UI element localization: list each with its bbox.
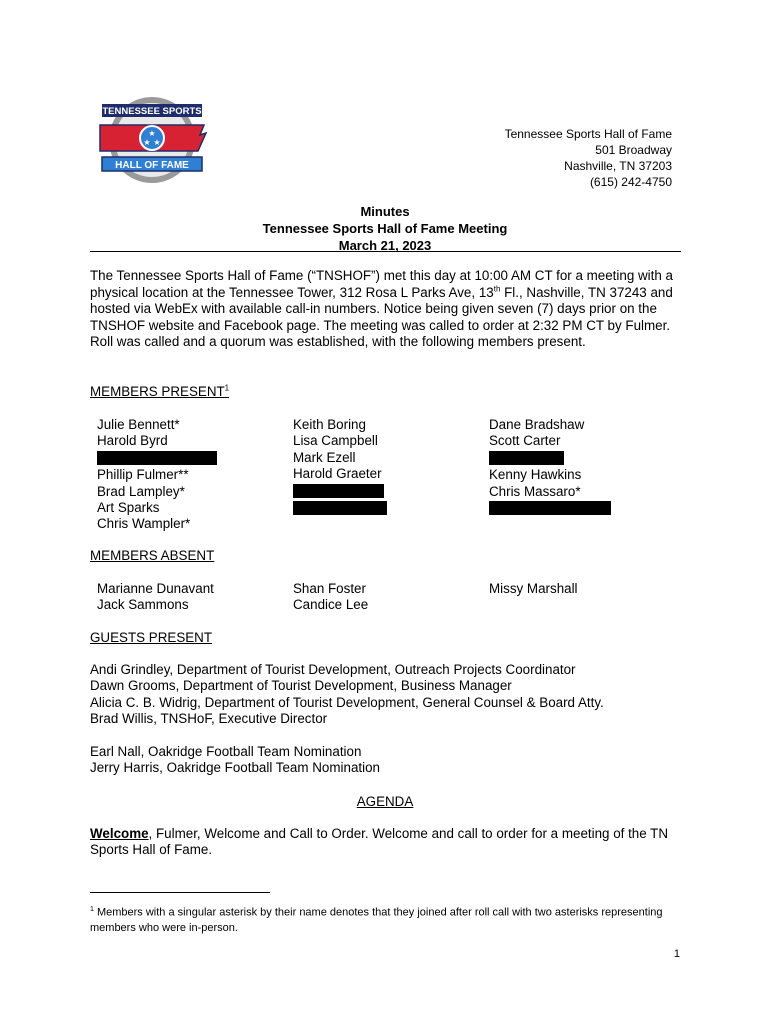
member-name: Julie Bennett*	[97, 417, 180, 432]
members-present-column-3	[489, 417, 611, 517]
redacted-name	[489, 501, 611, 517]
guest-list-nominations	[90, 744, 380, 777]
hall-of-fame-logo	[96, 95, 208, 185]
svg-text:★: ★	[153, 138, 161, 147]
member-name: Chris Wampler*	[97, 516, 191, 532]
title-divider	[90, 251, 681, 252]
footnote: $^1$ Members with a singular asterisk by their name denotes that they joined after roll call with two asterisks representing members who were in-person.	[90, 906, 663, 935]
header-address	[505, 126, 672, 190]
intro-paragraph: The Tennessee Sports Hall of Fame (“TNSHOF”) met this day at 10:00 AM CT for a meeting with a physical location at the Tennessee Tower, 312 Rosa L Parks Ave, 13th Fl., Nashville, TN 37243 and hosted via WebEx with available call-in numbers. Notice being given seven (7) days prior on the TNSHOF website and Facebook page. The meeting was called to order at 2:32 PM CT by Fulmer. Roll was called and a quorum was established, with the following members present.	[90, 268, 673, 349]
guest-entry: Earl Nall, Oakridge Football Team Nomination	[90, 744, 362, 759]
page-number: 1	[673, 948, 680, 960]
member-name: Candice Lee	[293, 597, 369, 613]
guest-entry: Alicia C. B. Widrig, Department of Tourist Development, General Counsel & Board Atty.	[90, 694, 604, 710]
member-name: Harold Graeter	[293, 466, 382, 482]
member-name: Brad Lampley*	[97, 483, 185, 499]
redacted-name	[293, 484, 387, 500]
footnote-divider	[90, 892, 270, 893]
logo-bottom-text: HALL OF FAME	[115, 160, 189, 171]
member-name: Art Sparks	[97, 499, 160, 515]
welcome-label: Welcome	[90, 826, 149, 841]
members-absent-column-2	[293, 581, 368, 614]
member-name: Kenny Hawkins	[489, 467, 582, 483]
title-line: Tennessee Sports Hall of Fame Meeting	[262, 221, 508, 236]
guest-list	[90, 662, 604, 728]
address-line: Tennessee Sports Hall of Fame	[504, 127, 672, 141]
redacted-name	[489, 451, 611, 467]
guest-entry: Jerry Harris, Oakridge Football Team Nomination	[90, 760, 380, 776]
guest-entry: Brad Willis, TNSHoF, Executive Director	[90, 711, 328, 727]
member-name: Marianne Dunavant	[97, 581, 214, 596]
redacted-name	[293, 501, 387, 517]
member-name: Shan Foster	[293, 581, 366, 596]
members-absent-column-3	[489, 581, 578, 597]
logo-top-text: TENNESSEE SPORTS	[102, 106, 202, 117]
svg-text:★: ★	[143, 138, 151, 147]
address-line: Nashville, TN 37203	[564, 159, 672, 173]
welcome-item: Welcome, Fulmer, Welcome and Call to Order. Welcome and call to order for a meeting of the TN Sports Hall of Fame.	[90, 826, 669, 858]
member-name: Mark Ezell	[293, 449, 356, 465]
members-absent-heading: MEMBERS ABSENT	[90, 548, 215, 563]
guest-entry: Dawn Grooms, Department of Tourist Development, Business Manager	[90, 678, 512, 694]
member-name: Harold Byrd	[97, 433, 168, 449]
member-name: Chris Massaro*	[489, 483, 581, 499]
address-line: (615) 242-4750	[589, 175, 672, 189]
title-line: March 21, 2023	[338, 238, 432, 253]
guests-present-heading: GUESTS PRESENT	[90, 630, 213, 645]
address-line: 501 Broadway	[595, 143, 672, 157]
members-present-column-1	[97, 417, 217, 533]
member-name: Scott Carter	[489, 433, 561, 449]
members-present-column-2	[293, 417, 387, 517]
svg-text:★: ★	[148, 129, 156, 138]
member-name: Jack Sammons	[97, 597, 189, 613]
member-name: Phillip Fulmer**	[97, 467, 189, 483]
member-name: Keith Boring	[293, 417, 366, 432]
agenda-heading: AGENDA	[356, 794, 414, 809]
members-absent-column-1	[97, 581, 214, 614]
footnote-reference: 1	[224, 383, 230, 393]
member-name: Lisa Campbell	[293, 433, 378, 449]
members-present-heading: MEMBERS PRESENT$^1$	[90, 383, 230, 399]
guest-entry: Andi Grindley, Department of Tourist Development, Outreach Projects Coordinator	[90, 662, 576, 677]
member-name: Missy Marshall	[489, 581, 578, 596]
member-name: Dane Bradshaw	[489, 417, 585, 432]
title-line: Minutes	[360, 204, 410, 219]
redacted-name	[97, 451, 217, 467]
document-title	[0, 203, 770, 254]
